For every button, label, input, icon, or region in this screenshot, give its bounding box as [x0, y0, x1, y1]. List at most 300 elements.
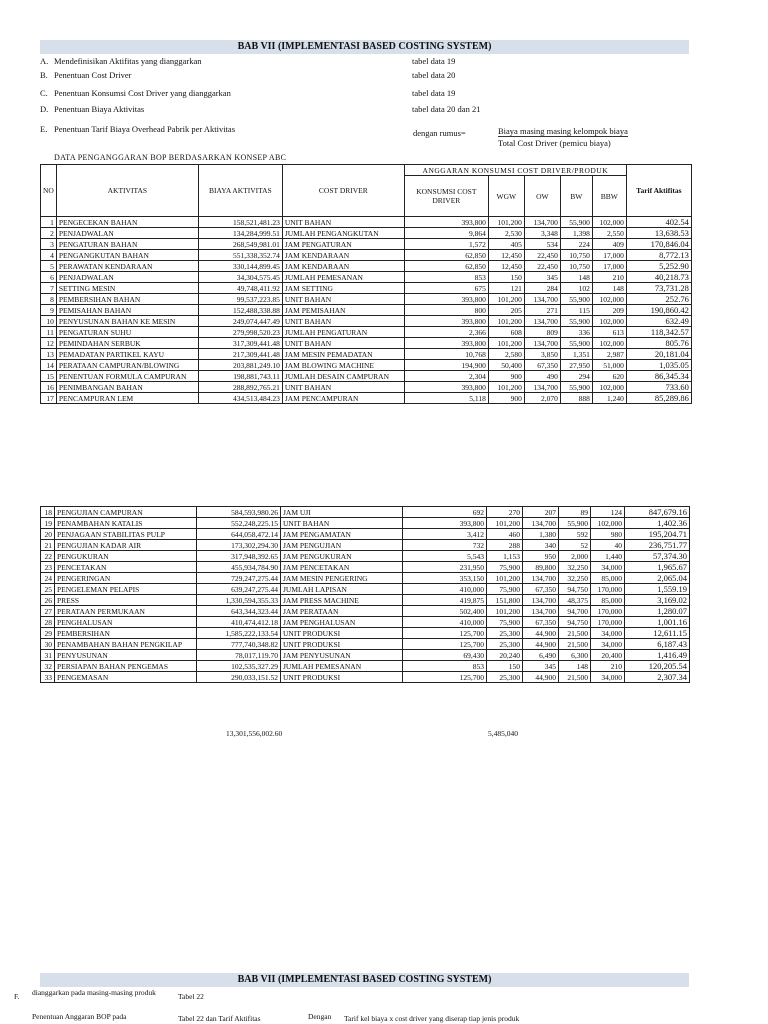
- row-biaya: 102,535,327.29: [197, 661, 281, 672]
- row-ow: 271: [524, 305, 560, 316]
- row-ow: 67,350: [523, 584, 559, 595]
- row-tarif: 1,416.49: [625, 650, 690, 661]
- row-aktivitas: PENGHALUSAN: [55, 617, 197, 628]
- row-wgw: 460: [487, 529, 523, 540]
- row-aktivitas: PENGANGKUTAN BAHAN: [56, 250, 198, 261]
- row-ow: 89,800: [523, 562, 559, 573]
- row-tarif: 170,846.04: [626, 239, 691, 250]
- row-konsumsi: 194,900: [404, 360, 488, 371]
- row-no: 24: [41, 573, 55, 584]
- row-aktivitas: PENGECEKAN BAHAN: [56, 217, 198, 228]
- row-ow: 22,450: [524, 261, 560, 272]
- page2-title: BAB VII (IMPLEMENTASI BASED COSTING SYSTEM): [40, 973, 689, 987]
- table-row: [41, 349, 692, 360]
- row-tarif: 57,374.30: [625, 551, 690, 562]
- table-row: [41, 617, 690, 628]
- row-aktivitas: PENENTUAN FORMULA CAMPURAN: [56, 371, 198, 382]
- row-cost-driver: UNIT BAHAN: [282, 316, 404, 327]
- row-bbw: 148: [592, 283, 626, 294]
- row-no: 29: [41, 628, 55, 639]
- row-bbw: 210: [591, 661, 625, 672]
- row-aktivitas: PENGERINGAN: [55, 573, 197, 584]
- row-tarif: 1,280.07: [625, 606, 690, 617]
- row-biaya: 643,344,323.44: [197, 606, 281, 617]
- total-konsumsi: 5,485,040: [488, 729, 518, 738]
- row-wgw: 101,200: [488, 294, 524, 305]
- row-ow: 3,348: [524, 228, 560, 239]
- row-cost-driver: JAM PENGAMATAN: [281, 529, 403, 540]
- table-row: [41, 661, 690, 672]
- row-no: 13: [41, 349, 57, 360]
- table-row: [41, 360, 692, 371]
- step-f-text: dianggarkan pada masing-masing produk: [32, 988, 156, 997]
- row-aktivitas: PENGATURAN BAHAN: [56, 239, 198, 250]
- table-row: [41, 595, 690, 606]
- row-cost-driver: JAM UJI: [281, 507, 403, 518]
- row-aktivitas: PEMBERSIHAN BAHAN: [56, 294, 198, 305]
- row-tarif: 118,342.57: [626, 327, 691, 338]
- table-row: [41, 562, 690, 573]
- header-biaya: BIAYA AKTIVITAS: [198, 165, 282, 217]
- row-cost-driver: JAM PERATAAN: [281, 606, 403, 617]
- row-konsumsi: 2,304: [404, 371, 488, 382]
- header-group: ANGGARAN KONSUMSI COST DRIVER/PRODUK: [404, 165, 626, 176]
- row-cost-driver: JUMLAH LAPISAN: [281, 584, 403, 595]
- header-bw: BW: [560, 176, 592, 217]
- row-bbw: 124: [591, 507, 625, 518]
- row-wgw: 101,200: [488, 217, 524, 228]
- row-bbw: 1,440: [591, 551, 625, 562]
- row-ow: 3,850: [524, 349, 560, 360]
- step-text: Penentuan Konsumsi Cost Driver yang dianggarkan: [54, 88, 231, 98]
- step-a: [40, 56, 720, 70]
- formula-denominator: Total Cost Driver (pemicu biaya): [498, 138, 611, 148]
- step-ref: tabel data 19: [412, 88, 456, 98]
- row-bbw: 102,000: [592, 382, 626, 393]
- row-aktivitas: PERAWATAN KENDARAAN: [56, 261, 198, 272]
- step-text: Penentuan Cost Driver: [54, 70, 132, 80]
- row-bw: 32,250: [559, 573, 591, 584]
- row-aktivitas: SETTING MESIN: [56, 283, 198, 294]
- row-ow: 950: [523, 551, 559, 562]
- row-konsumsi: 10,768: [404, 349, 488, 360]
- row-konsumsi: 410,000: [403, 617, 487, 628]
- table-row: [41, 261, 692, 272]
- row-bbw: 613: [592, 327, 626, 338]
- step-ref: tabel data 20 dan 21: [412, 104, 481, 114]
- row-cost-driver: UNIT PRODUKSI: [281, 639, 403, 650]
- row-no: 28: [41, 617, 55, 628]
- row-biaya: 217,309,441.48: [198, 349, 282, 360]
- page-title: BAB VII (IMPLEMENTASI BASED COSTING SYSTEM): [40, 40, 689, 54]
- row-no: 14: [41, 360, 57, 371]
- row-cost-driver: JAM KENDARAAN: [282, 250, 404, 261]
- row-ow: 2,070: [524, 393, 560, 404]
- row-tarif: 733.60: [626, 382, 691, 393]
- row-cost-driver: JAM BLOWING MACHINE: [282, 360, 404, 371]
- row-ow: 134,700: [524, 316, 560, 327]
- row-ow: 67,350: [524, 360, 560, 371]
- row-ow: 6,490: [523, 650, 559, 661]
- row-bw: 1,351: [560, 349, 592, 360]
- row-no: 8: [41, 294, 57, 305]
- row-no: 9: [41, 305, 57, 316]
- header-bbw: BBW: [592, 176, 626, 217]
- table-row: [41, 382, 692, 393]
- table-row: [41, 371, 692, 382]
- row-bw: 94,750: [559, 584, 591, 595]
- formula-label: dengan rumus=: [413, 128, 466, 138]
- row-konsumsi: 9,864: [404, 228, 488, 239]
- step-letter: C.: [40, 88, 48, 98]
- row-ow: 340: [523, 540, 559, 551]
- row-biaya: 584,593,980.26: [197, 507, 281, 518]
- row-bw: 48,375: [559, 595, 591, 606]
- row-aktivitas: PENJAGAAN STABILITAS PULP: [55, 529, 197, 540]
- table-row: [41, 639, 690, 650]
- row-aktivitas: PENJADWALAN: [56, 272, 198, 283]
- row-ow: 345: [523, 661, 559, 672]
- row-aktivitas: PENGEMASAN: [55, 672, 197, 683]
- row-biaya: 99,537,223.85: [198, 294, 282, 305]
- row-bw: 55,900: [560, 294, 592, 305]
- row-no: 23: [41, 562, 55, 573]
- table-row: [41, 250, 692, 261]
- row-konsumsi: 5,118: [404, 393, 488, 404]
- row-bbw: 170,000: [591, 617, 625, 628]
- row-ow: 134,700: [523, 573, 559, 584]
- row-cost-driver: JAM PRESS MACHINE: [281, 595, 403, 606]
- row-cost-driver: JUMLAH PENGANGKUTAN: [282, 228, 404, 239]
- row-cost-driver: JAM MESIN PEMADATAN: [282, 349, 404, 360]
- header-aktivitas: AKTIVITAS: [56, 165, 198, 217]
- row-bw: 888: [560, 393, 592, 404]
- row-no: 21: [41, 540, 55, 551]
- row-tarif: 195,204.71: [625, 529, 690, 540]
- row-cost-driver: JAM KENDARAAN: [282, 261, 404, 272]
- row-tarif: 1,402.36: [625, 518, 690, 529]
- row-biaya: 551,338,352.74: [198, 250, 282, 261]
- header-tarif: Tarif Aktifitas: [626, 165, 691, 217]
- row-bbw: 34,000: [591, 628, 625, 639]
- row-ow: 22,450: [524, 250, 560, 261]
- row-bbw: 170,000: [591, 606, 625, 617]
- row-no: 30: [41, 639, 55, 650]
- row-bw: 94,750: [559, 617, 591, 628]
- row-tarif: 3,169.02: [625, 595, 690, 606]
- table-row: [41, 294, 692, 305]
- row-no: 6: [41, 272, 57, 283]
- step-g-text: Penentuan Anggaran BOP pada: [32, 1012, 127, 1021]
- table-caption: DATA PENGANGGARAN BOP BERDASARKAN KONSEP ABC: [54, 153, 287, 162]
- row-no: 4: [41, 250, 57, 261]
- row-bbw: 2,987: [592, 349, 626, 360]
- step-letter: D.: [40, 104, 49, 114]
- table-row: [41, 507, 690, 518]
- row-aktivitas: PENIMBANGAN BAHAN: [56, 382, 198, 393]
- row-konsumsi: 393,800: [404, 382, 488, 393]
- row-ow: 134,700: [524, 217, 560, 228]
- row-ow: 44,900: [523, 639, 559, 650]
- table-row: [41, 316, 692, 327]
- row-tarif: 20,181.04: [626, 349, 691, 360]
- row-bw: 224: [560, 239, 592, 250]
- row-aktivitas: PENGUJIAN KADAR AIR: [55, 540, 197, 551]
- row-aktivitas: PERSIAPAN BAHAN PENGEMAS: [55, 661, 197, 672]
- row-aktivitas: PENGUJIAN CAMPURAN: [55, 507, 197, 518]
- step-g-label: Dengan: [308, 1012, 332, 1021]
- row-aktivitas: PENGELEMAN PELAPIS: [55, 584, 197, 595]
- row-biaya: 34,304,575.45: [198, 272, 282, 283]
- row-ow: 134,700: [524, 294, 560, 305]
- row-bw: 102: [560, 283, 592, 294]
- row-no: 27: [41, 606, 55, 617]
- row-bbw: 102,000: [592, 316, 626, 327]
- row-bbw: 34,000: [591, 562, 625, 573]
- row-aktivitas: PENAMBAHAN KATALIS: [55, 518, 197, 529]
- table-row: [41, 305, 692, 316]
- row-aktivitas: PEMISAHAN BAHAN: [56, 305, 198, 316]
- row-cost-driver: JUMLAH PENGATURAN: [282, 327, 404, 338]
- row-wgw: 12,450: [488, 261, 524, 272]
- row-konsumsi: 502,400: [403, 606, 487, 617]
- row-bbw: 620: [592, 371, 626, 382]
- row-wgw: 25,300: [487, 672, 523, 683]
- row-ow: 134,700: [524, 338, 560, 349]
- row-biaya: 729,247,275.44: [197, 573, 281, 584]
- row-tarif: 1,965.67: [625, 562, 690, 573]
- row-aktivitas: PENAMBAHAN BAHAN PENGKILAP: [55, 639, 197, 650]
- row-biaya: 410,474,412.18: [197, 617, 281, 628]
- table-row: [41, 628, 690, 639]
- step-text: Penentuan Biaya Aktivitas: [54, 104, 145, 114]
- row-cost-driver: JUMLAH PEMESANAN: [282, 272, 404, 283]
- row-no: 15: [41, 371, 57, 382]
- step-f-ref: Tabel 22: [178, 992, 204, 1001]
- row-ow: 67,350: [523, 617, 559, 628]
- row-ow: 134,700: [523, 518, 559, 529]
- row-cost-driver: UNIT PRODUKSI: [281, 672, 403, 683]
- row-biaya: 198,881,743.11: [198, 371, 282, 382]
- row-konsumsi: 353,150: [403, 573, 487, 584]
- row-wgw: 101,200: [487, 518, 523, 529]
- row-bw: 336: [560, 327, 592, 338]
- abc-budget-table-top: [40, 164, 692, 404]
- step-letter: B.: [40, 70, 48, 80]
- row-cost-driver: JUMLAH PEMESANAN: [281, 661, 403, 672]
- row-wgw: 101,200: [487, 606, 523, 617]
- row-aktivitas: PENCETAKAN: [55, 562, 197, 573]
- header-ow: OW: [524, 176, 560, 217]
- row-konsumsi: 1,572: [404, 239, 488, 250]
- row-wgw: 75,900: [487, 562, 523, 573]
- row-bw: 32,250: [559, 562, 591, 573]
- step-text: Mendefinisikan Aktifitas yang dianggarkan: [54, 56, 202, 66]
- row-biaya: 279,998,520.23: [198, 327, 282, 338]
- row-biaya: 158,521,481.23: [198, 217, 282, 228]
- row-konsumsi: 2,366: [404, 327, 488, 338]
- row-konsumsi: 853: [404, 272, 488, 283]
- table-row: [41, 551, 690, 562]
- step-f-letter: F.: [14, 992, 20, 1001]
- row-tarif: 12,611.15: [625, 628, 690, 639]
- row-bw: 89: [559, 507, 591, 518]
- row-tarif: 86,345.34: [626, 371, 691, 382]
- row-no: 1: [41, 217, 57, 228]
- row-wgw: 205: [488, 305, 524, 316]
- row-biaya: 317,948,392.65: [197, 551, 281, 562]
- row-tarif: 805.76: [626, 338, 691, 349]
- table-row: [41, 650, 690, 661]
- row-biaya: 290,033,151.52: [197, 672, 281, 683]
- total-biaya: 13,301,556,002.60: [226, 729, 283, 738]
- row-wgw: 405: [488, 239, 524, 250]
- row-konsumsi: 5,543: [403, 551, 487, 562]
- row-wgw: 151,800: [487, 595, 523, 606]
- row-tarif: 5,252.90: [626, 261, 691, 272]
- row-wgw: 2,580: [488, 349, 524, 360]
- row-no: 32: [41, 661, 55, 672]
- header-no: NO: [41, 165, 57, 217]
- table-row: [41, 529, 690, 540]
- row-bbw: 34,000: [591, 639, 625, 650]
- row-biaya: 777,740,348.82: [197, 639, 281, 650]
- row-tarif: 40,218.73: [626, 272, 691, 283]
- row-no: 7: [41, 283, 57, 294]
- row-bbw: 209: [592, 305, 626, 316]
- row-no: 16: [41, 382, 57, 393]
- row-ow: 134,700: [524, 382, 560, 393]
- row-bw: 1,398: [560, 228, 592, 239]
- step-ref: tabel data 19: [412, 56, 456, 66]
- row-cost-driver: JAM PENGUJIAN: [281, 540, 403, 551]
- table-row: [41, 540, 690, 551]
- row-aktivitas: PENYUSUNAN BAHAN KE MESIN: [56, 316, 198, 327]
- row-aktivitas: PENCAMPURAN LEM: [56, 393, 198, 404]
- table-row: [41, 606, 690, 617]
- row-tarif: 13,638.53: [626, 228, 691, 239]
- row-wgw: 12,450: [488, 250, 524, 261]
- step-text: Penentuan Tarif Biaya Overhead Pabrik per Aktivitas: [54, 124, 236, 134]
- row-cost-driver: JAM PENGHALUSAN: [281, 617, 403, 628]
- row-cost-driver: JAM PENCETAKAN: [281, 562, 403, 573]
- row-tarif: 847,679.16: [625, 507, 690, 518]
- row-wgw: 101,200: [487, 573, 523, 584]
- row-bbw: 85,000: [591, 573, 625, 584]
- row-tarif: 85,289.86: [626, 393, 691, 404]
- header-konsumsi: KONSUMSI COST DRIVER: [404, 176, 488, 217]
- row-ow: 44,900: [523, 628, 559, 639]
- row-ow: 44,900: [523, 672, 559, 683]
- row-cost-driver: UNIT BAHAN: [282, 338, 404, 349]
- step-letter: A.: [40, 56, 49, 66]
- row-wgw: 20,240: [487, 650, 523, 661]
- table-row: [41, 672, 690, 683]
- row-biaya: 173,302,294.30: [197, 540, 281, 551]
- row-bw: 148: [560, 272, 592, 283]
- row-ow: 1,380: [523, 529, 559, 540]
- row-bw: 55,900: [560, 382, 592, 393]
- row-no: 25: [41, 584, 55, 595]
- row-tarif: 1,001.16: [625, 617, 690, 628]
- row-no: 2: [41, 228, 57, 239]
- row-konsumsi: 692: [403, 507, 487, 518]
- row-bbw: 102,000: [591, 518, 625, 529]
- row-tarif: 8,772.13: [626, 250, 691, 261]
- step-c: [40, 88, 720, 102]
- row-no: 22: [41, 551, 55, 562]
- row-bbw: 102,000: [592, 294, 626, 305]
- row-biaya: 268,549,981.01: [198, 239, 282, 250]
- row-biaya: 434,513,484.23: [198, 393, 282, 404]
- row-biaya: 152,488,338.88: [198, 305, 282, 316]
- table-row: [41, 283, 692, 294]
- step-g-ref: Tabel 22 dan Tarif Aktifitas: [178, 1014, 261, 1023]
- row-biaya: 249,074,447.49: [198, 316, 282, 327]
- row-ow: 134,700: [523, 606, 559, 617]
- row-konsumsi: 62,850: [404, 261, 488, 272]
- row-konsumsi: 3,412: [403, 529, 487, 540]
- row-bbw: 210: [592, 272, 626, 283]
- table-row: [41, 584, 690, 595]
- row-wgw: 50,400: [488, 360, 524, 371]
- row-cost-driver: JAM PEMISAHAN: [282, 305, 404, 316]
- row-konsumsi: 853: [403, 661, 487, 672]
- row-wgw: 900: [488, 371, 524, 382]
- row-cost-driver: JAM PENGATURAN: [282, 239, 404, 250]
- row-wgw: 2,530: [488, 228, 524, 239]
- row-bw: 21,500: [559, 628, 591, 639]
- row-wgw: 101,200: [488, 338, 524, 349]
- row-tarif: 1,559.19: [625, 584, 690, 595]
- row-konsumsi: 393,800: [404, 316, 488, 327]
- row-konsumsi: 125,700: [403, 672, 487, 683]
- row-bw: 94,700: [559, 606, 591, 617]
- row-no: 3: [41, 239, 57, 250]
- row-aktivitas: PENGUKURAN: [55, 551, 197, 562]
- step-letter: E.: [40, 124, 48, 134]
- row-cost-driver: UNIT BAHAN: [281, 518, 403, 529]
- row-biaya: 1,585,222,133.54: [197, 628, 281, 639]
- row-no: 19: [41, 518, 55, 529]
- row-konsumsi: 800: [404, 305, 488, 316]
- row-cost-driver: UNIT BAHAN: [282, 382, 404, 393]
- row-bw: 592: [559, 529, 591, 540]
- table-row: [41, 272, 692, 283]
- row-bw: 21,500: [559, 639, 591, 650]
- table-row: [41, 518, 690, 529]
- row-ow: 207: [523, 507, 559, 518]
- row-no: 5: [41, 261, 57, 272]
- row-ow: 490: [524, 371, 560, 382]
- row-tarif: 73,731.28: [626, 283, 691, 294]
- row-no: 33: [41, 672, 55, 683]
- row-tarif: 2,307.34: [625, 672, 690, 683]
- abc-budget-table-bottom: [40, 506, 690, 683]
- row-biaya: 552,248,225.15: [197, 518, 281, 529]
- row-aktivitas: PENYUSUNAN: [55, 650, 197, 661]
- row-wgw: 25,300: [487, 639, 523, 650]
- row-bw: 55,900: [560, 338, 592, 349]
- row-biaya: 644,058,472.14: [197, 529, 281, 540]
- row-tarif: 6,187.43: [625, 639, 690, 650]
- step-ref: tabel data 20: [412, 70, 456, 80]
- row-cost-driver: UNIT BAHAN: [282, 217, 404, 228]
- row-cost-driver: UNIT BAHAN: [282, 294, 404, 305]
- row-konsumsi: 393,800: [404, 338, 488, 349]
- step-b: [40, 70, 720, 84]
- row-bw: 2,000: [559, 551, 591, 562]
